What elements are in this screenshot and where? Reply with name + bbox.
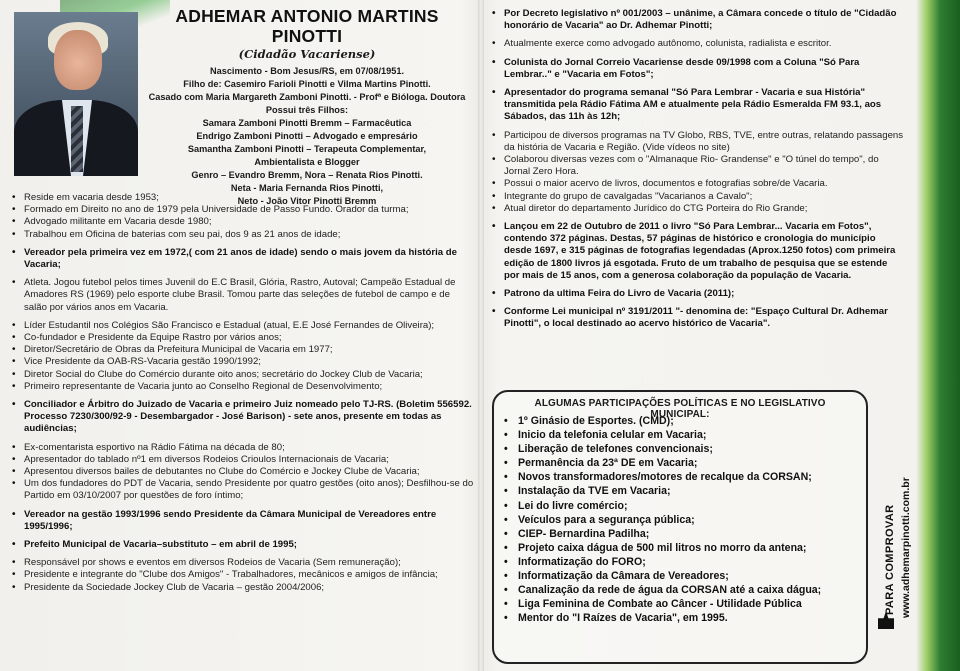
list-item: • Liga Feminina de Combate ao Câncer - Utilidade Pública xyxy=(504,597,860,611)
bio-line: Filho de: Casemiro Farioli Pinotti e Vilma Martins Pinotti. xyxy=(183,79,431,89)
bio-line: Samara Zamboni Pinotti Bremm – Farmacêutica xyxy=(202,118,412,128)
verify-label: PARA COMPROVAR xyxy=(884,504,896,615)
list-item: • Apresentador do tablado nº1 em diversos Rodeios Crioulos Internacionais de Vacaria; xyxy=(12,454,474,466)
bio-line: Endrigo Zamboni Pinotti – Advogado e empresário xyxy=(196,131,418,141)
list-item: • Patrono da ultima Feira do Livro de Vacaria (2011); xyxy=(492,288,904,300)
website-link[interactable]: www.adhemarpinotti.com.br xyxy=(900,477,912,618)
list-item: • Liberação de telefones convencionais; xyxy=(504,442,860,456)
participations-list xyxy=(504,414,860,625)
list-item: • Colunista do Jornal Correio Vacariense desde 09/1998 com a Coluna "Só Para Lembrar.." e "Vacaria em Fotos"; xyxy=(492,57,904,81)
list-item: • Novos transformadores/motores de recalque da CORSAN; xyxy=(504,470,860,484)
list-item: • Presidente da Sociedade Jockey Club de Vacaria – gestão 2004/2006; xyxy=(12,582,474,594)
list-item: • Advogado militante em Vacaria desde 1980; xyxy=(12,216,474,228)
list-item: • Diretor Social do Clube do Comércio durante oito anos; secretário do Jockey Club de Vacaria; xyxy=(12,369,474,381)
career-list-left xyxy=(12,192,474,594)
person-name: ADHEMAR ANTONIO MARTINS PINOTTI xyxy=(175,6,439,46)
list-item: • Líder Estudantil nos Colégios São Francisco e Estadual (atual, E.E José Fernandes de Oliveira); xyxy=(12,320,474,332)
bio-line: Neta - Maria Fernanda Rios Pinotti, xyxy=(230,183,384,193)
list-item: • Possui o maior acervo de livros, documentos e fotografias sobre/de Vacaria. xyxy=(492,178,904,190)
bio-header xyxy=(142,6,472,208)
list-item: • Atualmente exerce como advogado autônomo, colunista, radialista e escritor. xyxy=(492,38,904,50)
list-item: • Atleta. Jogou futebol pelos times Juvenil do E.C Brasil, Glória, Rastro, Autoval; Campeão Estadual de Amadores RS (1969) pelo esporte clube Brasil. Tomou parte das seleções de futebol de campo e de salão por vários anos em Vacaria. xyxy=(12,277,474,314)
list-item: • Colaborou diversas vezes com o "Almanaque Rio- Grandense" e "O túnel do tempo", do Jornal Zero Hora. xyxy=(492,154,904,178)
list-item: • Vice Presidente da OAB-RS-Vacaria gestão 1990/1992; xyxy=(12,356,474,368)
list-item: • Trabalhou em Oficina de baterias com seu pai, dos 9 as 21 anos de idade; xyxy=(12,229,474,241)
list-item: • Inicio da telefonia celular em Vacaria; xyxy=(504,428,860,442)
list-item: • Reside em vacaria desde 1953; xyxy=(12,192,474,204)
bio-line: Possui três Filhos: xyxy=(265,105,349,115)
list-item: • Informatização da Câmara de Vereadores; xyxy=(504,569,860,583)
list-item: • Canalização da rede de água da CORSAN até a caixa dágua; xyxy=(504,583,860,597)
list-item: • Vereador pela primeira vez em 1972,( com 21 anos de idade) sendo o mais jovem da história de Vacaria; xyxy=(12,247,474,271)
bio-line: Genro – Evandro Bremm, Nora – Renata Rios Pinotti. xyxy=(191,170,423,180)
political-participations-box xyxy=(492,390,868,664)
list-item: • Apresentador do programa semanal "Só Para Lembrar - Vacaria e sua História" transmitida pela Rádio Fátima AM e atualmente pela Rádio Esmeralda FM 93.1, aos Sábados, das 11h às 12h; xyxy=(492,87,904,124)
list-item: • Atual diretor do departamento Jurídico do CTG Porteira do Rio Grande; xyxy=(492,203,904,215)
list-item: • Um dos fundadores do PDT de Vacaria, sendo Presidente por quatro gestões (oito anos); Desfilhou-se do Partido em 03/10/2007 por questões de foro íntimo; xyxy=(12,478,474,502)
list-item: • Informatização do FORO; xyxy=(504,555,860,569)
bio-line: Neto - João Vitor Pinotti Bremm xyxy=(237,196,377,206)
list-item: • Prefeito Municipal de Vacaria–substituto – em abril de 1995; xyxy=(12,539,474,551)
list-item: • Participou de diversos programas na TV Globo, RBS, TVE, entre outras, relatando passagens da história de Vacaria e Região. (Vide vídeos no site) xyxy=(492,130,904,154)
list-item: • Integrante do grupo de cavalgadas "Vacarianos a Cavalo"; xyxy=(492,191,904,203)
list-item: • Primeiro representante de Vacaria junto ao Conselho Regional de Desenvolvimento; xyxy=(12,381,474,393)
bio-line: Samantha Zamboni Pinotti – Terapeuta Complementar, xyxy=(187,144,427,154)
list-item: • CIEP- Bernardina Padilha; xyxy=(504,527,860,541)
list-item: • Instalação da TVE em Vacaria; xyxy=(504,484,860,498)
list-item: • Veículos para a segurança pública; xyxy=(504,513,860,527)
box-title: ALGUMAS PARTICIPAÇÕES POLÍTICAS E NO LEGISLATIVO MUNICIPAL: xyxy=(534,398,826,420)
list-item: • Co-fundador e Presidente da Equipe Rastro por vários anos; xyxy=(12,332,474,344)
bio-line: Casado com Maria Margareth Zamboni Pinotti. - Profª e Bióloga. Doutora xyxy=(148,92,466,102)
list-item: • Ex-comentarista esportivo na Rádio Fátima na década de 80; xyxy=(12,442,474,454)
list-item: • Permanência da 23ª DE em Vacaria; xyxy=(504,456,860,470)
list-item: • Conciliador e Árbitro do Juizado de Vacaria e primeiro Juiz nomeado pelo TJ-RS. (Boletim 556592. Processo 7230/300/92-9 - Desembargador - José Barison) - sete anos, presente em todas as audiências; xyxy=(12,399,474,436)
list-item: • Lançou em 22 de Outubro de 2011 o livro "Só Para Lembrar... Vacaria em Fotos", contendo 372 páginas. Destas, 57 páginas de histórico e cronologia do município desde 1697, e 315 páginas de fotografias legendadas (Aprox.1250 fotos) com primeira edição de 1800 livros já esgotada. Fruto de um trabalho de pesquisa que se estende por mais de 15 anos, com a generosa colaboração da população de Vacaria. xyxy=(492,221,904,282)
list-item: • Lei do livre comércio; xyxy=(504,499,860,513)
bio-line: Nascimento - Bom Jesus/RS, em 07/08/1951. xyxy=(209,66,405,76)
list-item: • Presidente e integrante do "Clube dos Amigos" - Trabalhadores, mecânicos e amigos de infância; xyxy=(12,569,474,581)
verify-block xyxy=(872,440,932,620)
list-item: • Diretor/Secretário de Obras da Prefeitura Municipal de Vacaria em 1977; xyxy=(12,344,474,356)
person-nickname: (Cidadão Vacariense) xyxy=(238,47,376,61)
list-item: • Formado em Direito no ano de 1979 pela Universidade de Passo Fundo. Orador da turma; xyxy=(12,204,474,216)
list-item: • Vereador na gestão 1993/1996 sendo Presidente da Câmara Municipal de Vereadores entre 1995/1996; xyxy=(12,509,474,533)
list-item: • 1º Ginásio de Esportes. (CMD); xyxy=(504,414,860,428)
list-item: • Responsável por shows e eventos em diversos Rodeios de Vacaria (Sem remuneração); xyxy=(12,557,474,569)
portrait-photo xyxy=(14,12,138,176)
bio-line: Ambientalista e Blogger xyxy=(254,157,360,167)
list-item: • Mentor do "I Raízes de Vacaria", em 1995. xyxy=(504,611,860,625)
career-list-right xyxy=(492,8,904,331)
list-item: • Apresentou diversos bailes de debutantes no Clube do Comércio e Jockey Clube de Vacaria; xyxy=(12,466,474,478)
list-item: • Conforme Lei municipal nº 3191/2011 "- denomina de: "Espaço Cultural Dr. Adhemar Pinotti", o local destinado ao acervo histórico de Vacaria". xyxy=(492,306,904,330)
page-fold xyxy=(478,0,484,671)
list-item: • Por Decreto legislativo nº 001/2003 – unânime, a Câmara concede o título de "Cidadão honorário de Vacaria" ao Dr. Adhemar Pinotti; xyxy=(492,8,904,32)
list-item: • Projeto caixa dágua de 500 mil litros no morro da antena; xyxy=(504,541,860,555)
